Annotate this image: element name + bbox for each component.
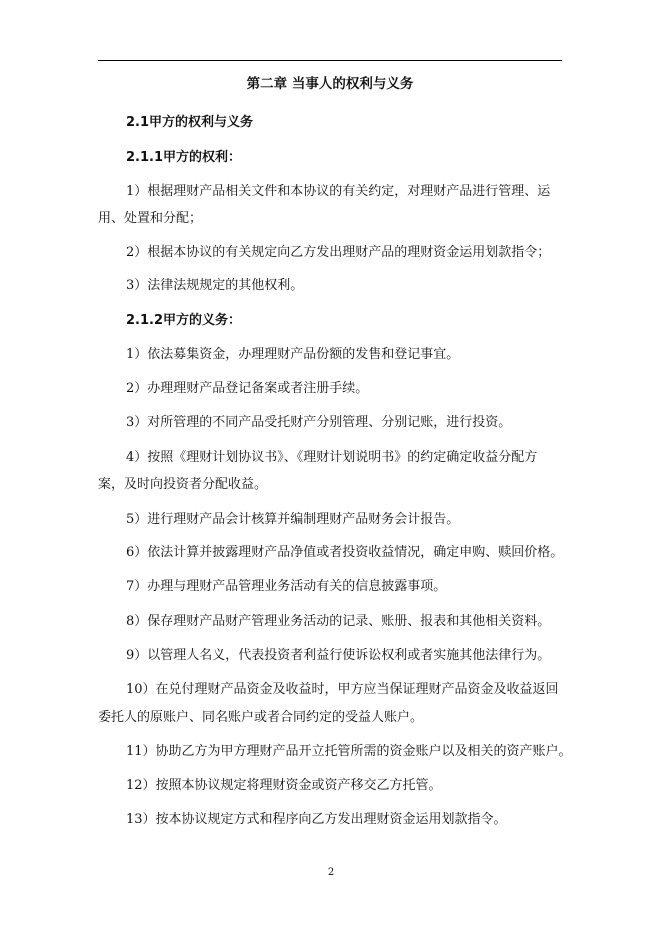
duties-item-10-line-2: 委托人的原账户、同名账户或者合同约定的受益人账户。 (98, 710, 424, 725)
duties-item-12: 12）按照本协议规定将理财资金或资产移交乙方托管。 (126, 778, 442, 793)
rights-item-3: 3）法律法规规定的其他权利。 (126, 278, 304, 293)
duties-item-2: 2）办理理财产品登记备案或者注册手续。 (126, 381, 369, 396)
section-2-1-2-heading: 2.1.2甲方的义务： (126, 313, 242, 328)
rights-item-1-line-1: 1）根据理财产品相关文件和本协议的有关约定，对理财产品进行管理、运 (126, 184, 551, 199)
duties-item-4-line-1: 4）按照《理财计划协议书》、《理财计划说明书》的约定确定收益分配方 (126, 450, 538, 465)
duties-item-11: 11）协助乙方为甲方理财产品开立托管所需的资金账户以及相关的资产账户。 (126, 744, 572, 759)
page-number: 2 (327, 867, 335, 878)
duties-item-9: 9）以管理人名义，代表投资者利益行使诉讼权利或者实施其他法律行为。 (126, 648, 551, 663)
duties-item-6: 6）依法计算并披露理财产品净值或者投资收益情况，确定申购、赎回价格。 (126, 545, 564, 560)
rights-item-1-line-2: 用、处置和分配； (98, 211, 203, 226)
duties-item-8: 8）保存理财产品财产管理业务活动的记录、账册、报表和其他相关资料。 (126, 614, 551, 629)
duties-item-13: 13）按本协议规定方式和程序向乙方发出理财资金运用划款指令。 (126, 812, 507, 827)
duties-item-4-line-2: 案，及时向投资者分配收益。 (98, 477, 268, 492)
duties-item-5: 5）进行理财产品会计核算并编制理财产品财务会计报告。 (126, 512, 460, 527)
section-2-1-heading: 2.1甲方的权利与义务 (126, 115, 254, 130)
duties-item-7: 7）办理与理财产品管理业务活动有关的信息披露事项。 (126, 579, 447, 594)
duties-item-1: 1）依法募集资金，办理理财产品份额的发售和登记事宜。 (126, 347, 460, 362)
rights-item-2: 2）根据本协议的有关规定向乙方发出理财产品的理财资金运用划款指令； (126, 245, 551, 260)
section-2-1-1-heading: 2.1.1甲方的权利： (126, 150, 242, 165)
duties-item-3: 3）对所管理的不同产品受托财产分别管理、分别记账，进行投资。 (126, 415, 512, 430)
header-rule (98, 60, 562, 61)
chapter-title: 第二章 当事人的权利与义务 (246, 76, 414, 92)
duties-item-10-line-1: 10）在兑付理财产品资金及收益时，甲方应当保证理财产品资金及收益返回 (126, 682, 559, 697)
